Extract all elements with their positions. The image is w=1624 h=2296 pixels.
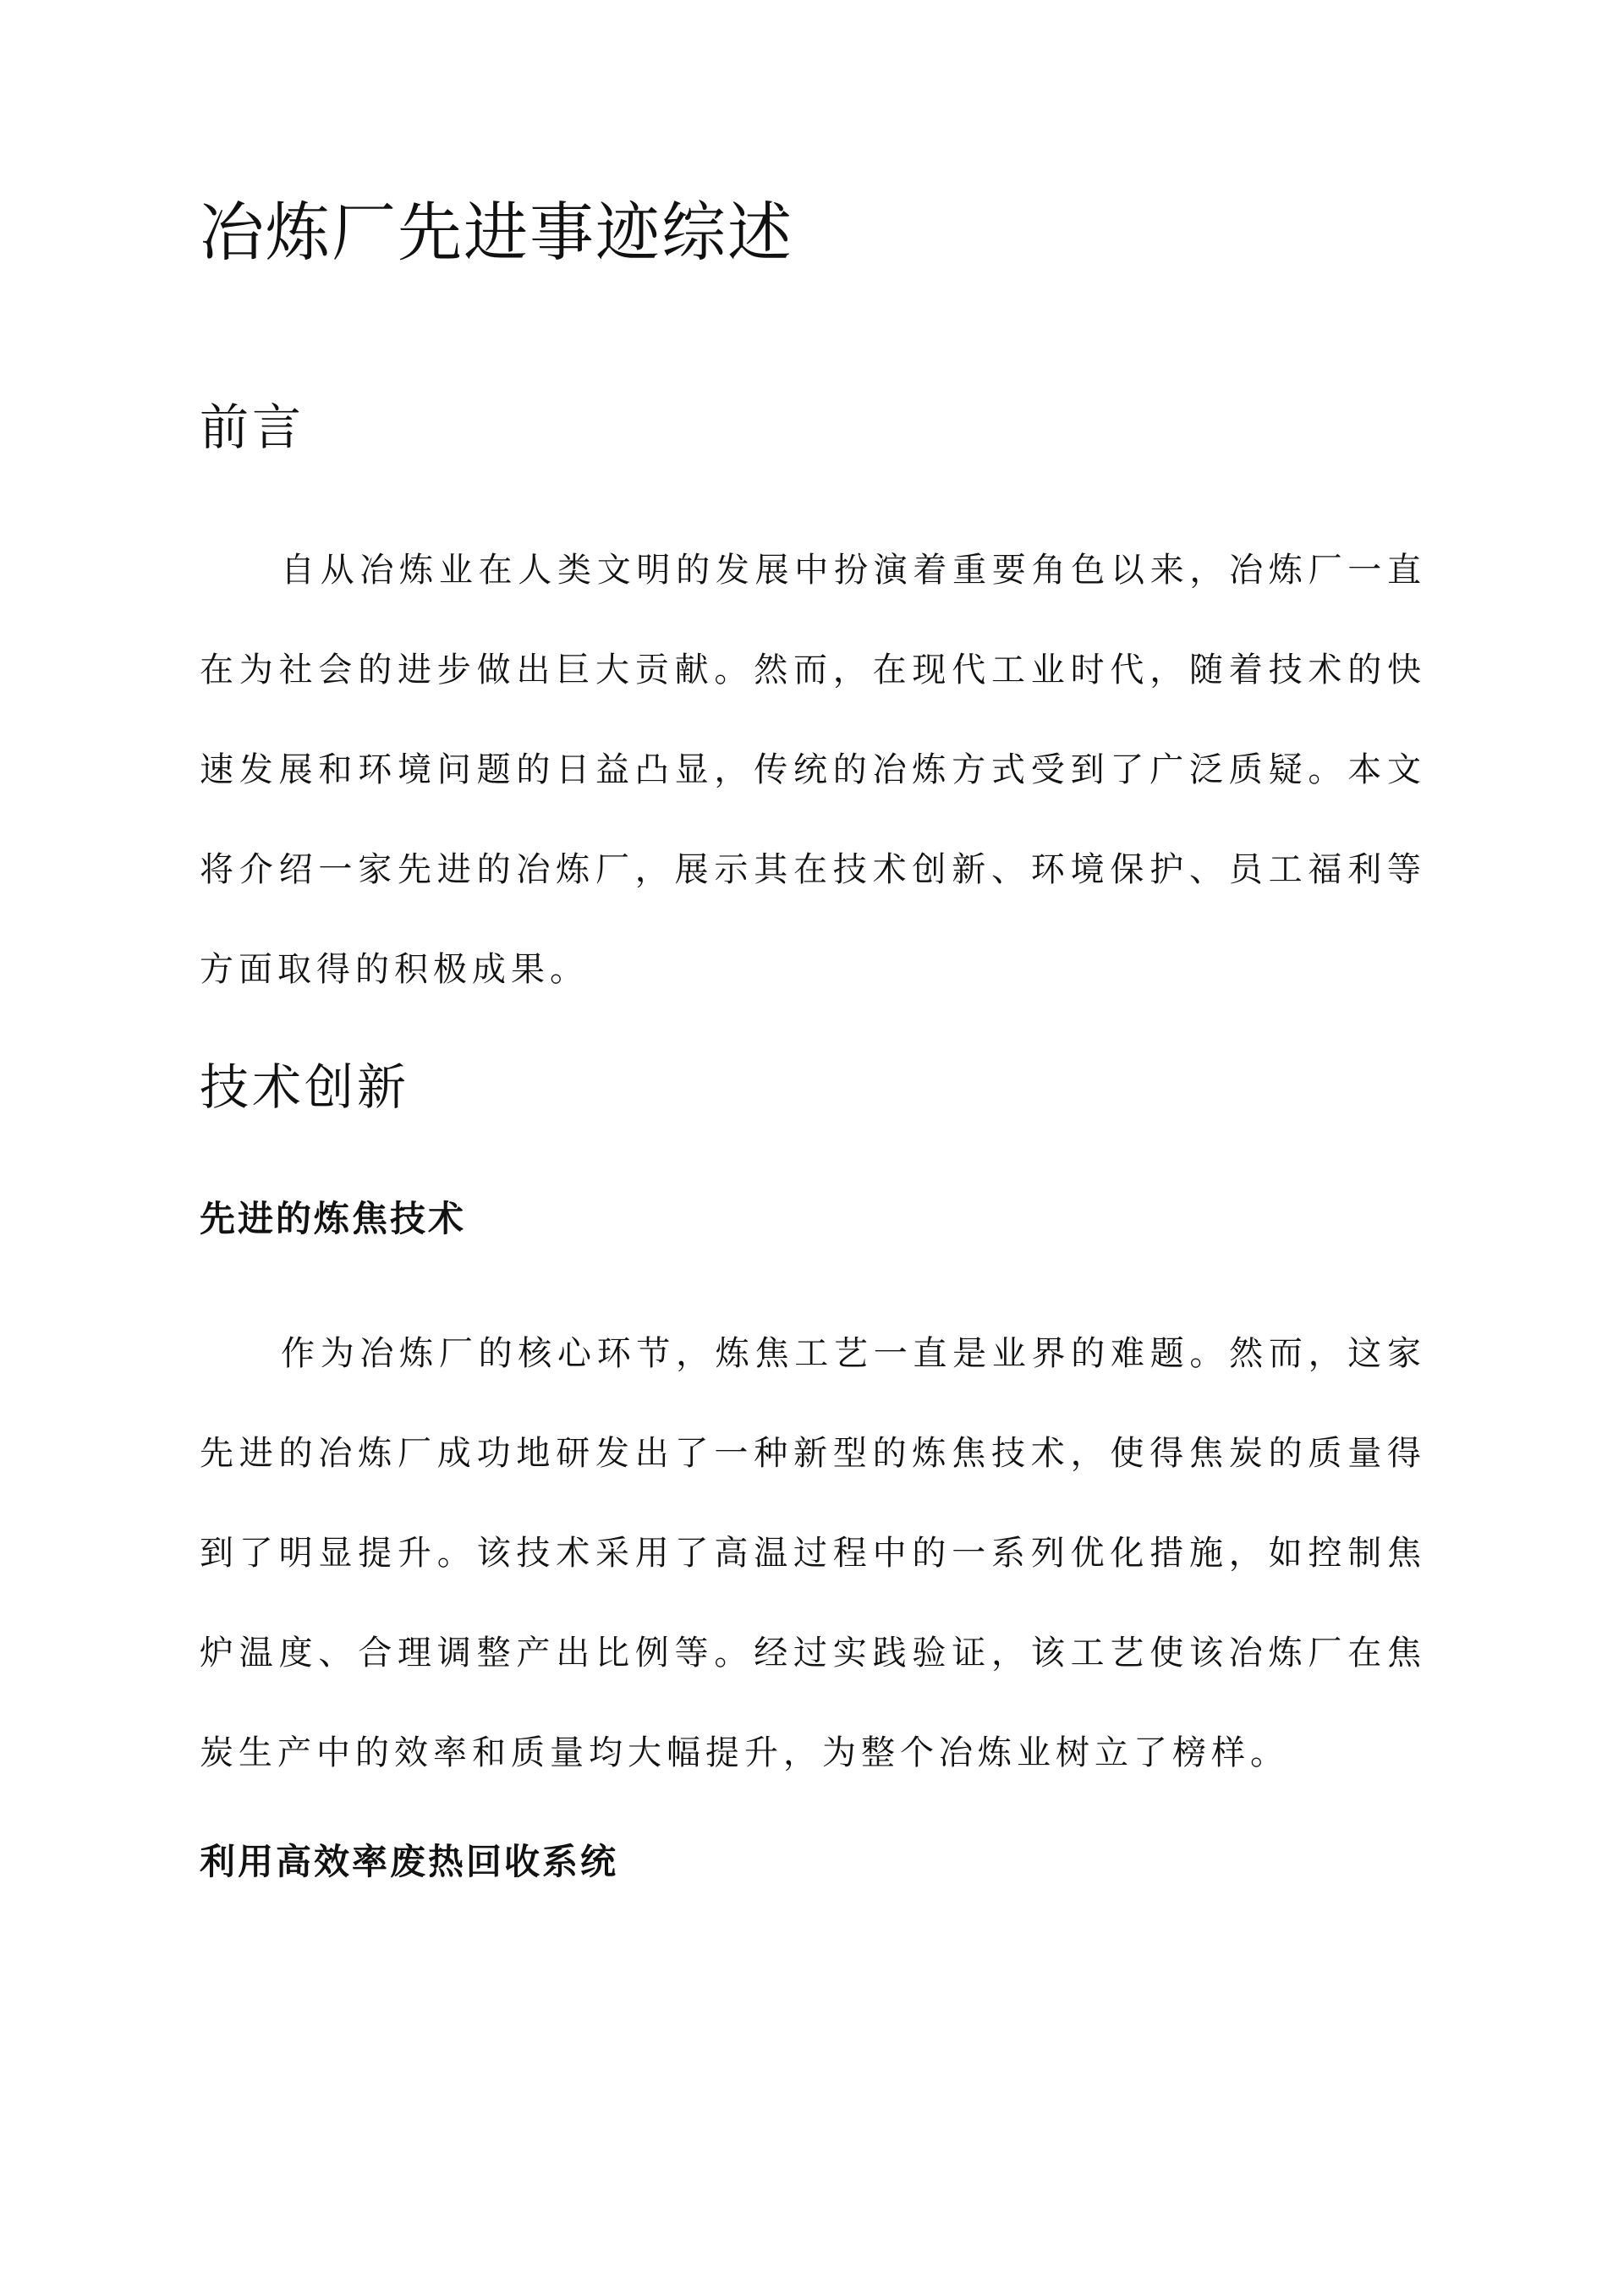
subsection-heading-heat-recovery: 利用高效率废热回收系统: [200, 1841, 619, 1882]
coking-paragraph: 作为冶炼厂的核心环节，炼焦工艺一直是业界的难题。然而，这家先进的冶炼厂成功地研发出了一种新型的炼焦技术，使得焦炭的质量得到了明显提升。该技术采用了高温过程中的一系列优化措施，如控制焦炉温度、合理调整产出比例等。经过实践验证，该工艺使该冶炼厂在焦炭生产中的效率和质量均大幅提升，为整个冶炼业树立了榜样。: [200, 1334, 1426, 1772]
spacer: [200, 1121, 1426, 1194]
document-title: 冶炼厂先进事迹综述: [200, 195, 793, 270]
spacer: [200, 275, 1426, 393]
spacer: [200, 461, 1426, 520]
spacer: [200, 1244, 1426, 1304]
section-heading-preface: 前言: [200, 398, 305, 456]
document-body: [200, 190, 1426, 1887]
spacer: [200, 1019, 1426, 1053]
preface-paragraph: 自从冶炼业在人类文明的发展中扮演着重要角色以来，冶炼厂一直在为社会的进步做出巨大贡献。然而，在现代工业时代，随着技术的快速发展和环境问题的日益凸显，传统的冶炼方式受到了广泛质疑。本文将介绍一家先进的冶炼厂，展示其在技术创新、环境保护、员工福利等方面取得的积极成果。: [200, 551, 1426, 989]
spacer: [200, 1803, 1426, 1837]
section-heading-innovation: 技术创新: [200, 1058, 410, 1116]
subsection-heading-coking: 先进的炼焦技术: [200, 1198, 467, 1239]
